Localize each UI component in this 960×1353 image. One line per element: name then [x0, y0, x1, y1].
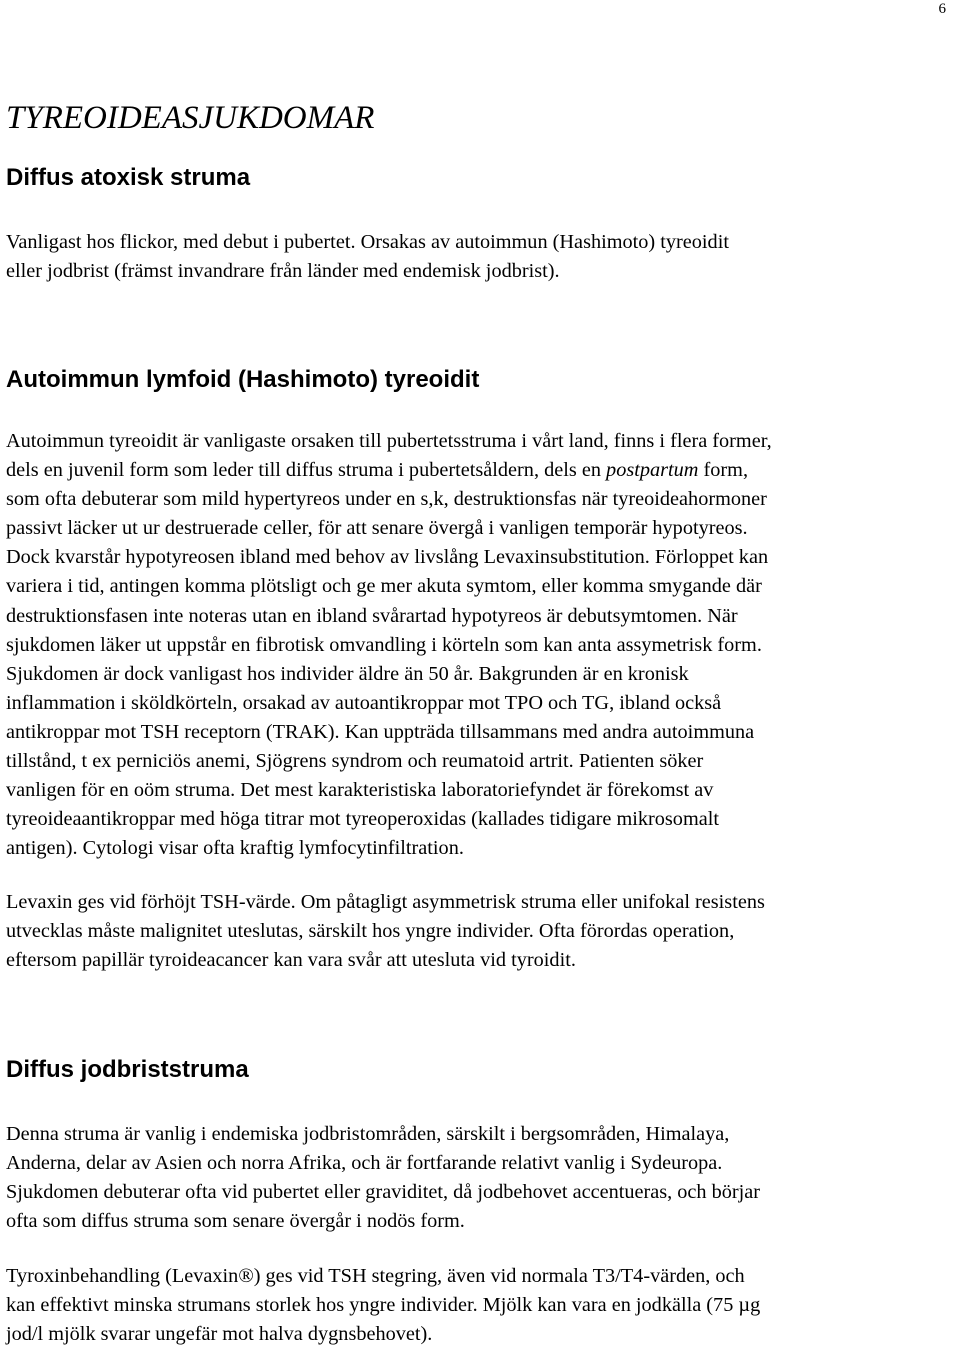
text-line: vanligen för en oöm struma. Det mest karakteristiska laboratoriefyndet är förekomst av [6, 779, 714, 802]
section-heading-hashimoto-tyreoidit: Autoimmun lymfoid (Hashimoto) tyreoidit [6, 366, 480, 393]
text-line: Autoimmun tyreoidit är vanligaste orsaken till pubertetsstruma i vårt land, finns i flera former, [6, 430, 772, 452]
text-line: destruktionsfasen inte noteras utan en ibland svårartad hypotyreos är debutsymtomen. När [6, 604, 738, 627]
text-segment: dels en juvenil form som leder till diffus struma i pubertetsåldern, dels en [6, 459, 607, 482]
text-line: utvecklas måste malignitet uteslutas, särskilt hos yngre individer. Ofta förordas operation, [6, 920, 735, 943]
section-heading-diffus-jodbriststruma: Diffus jodbriststruma [6, 1056, 249, 1083]
text-line: Tyroxinbehandling (Levaxin®) ges vid TSH stegring, även vid normala T3/T4-värden, och [6, 1265, 745, 1287]
text-line: Levaxin ges vid förhöjt TSH-värde. Om påtagligt asymmetrisk struma eller unifokal resistens [6, 891, 765, 913]
text-line: Dock kvarstår hypotyreosen ibland med behov av livslång Levaxinsubstitution. Förloppet kan [6, 546, 769, 569]
text-line: Sjukdomen är dock vanligast hos individer äldre än 50 år. Bakgrunden är en kronisk [6, 662, 689, 685]
text-line: som ofta debuterar som mild hypertyreos under en s,k, destruktionsfas när tyreoideahormoner [6, 488, 767, 511]
page-number: 6 [938, 1, 946, 17]
text-line: tillstånd, t ex perniciös anemi, Sjögrens syndrom och reumatoid artrit. Patienten söker [6, 750, 704, 773]
chapter-title: TYREOIDEASJUKDOMAR [6, 100, 375, 136]
text-line: antigen). Cytologi visar ofta kraftig lymfocytinfiltration. [6, 837, 464, 860]
text-line: eftersom papillär tyroideacancer kan vara svår att utesluta vid tyroidit. [6, 949, 576, 972]
text-line: passivt läcker ut ur destruerade celler, för att senare övergå i vanligen temporär hypotyreos. [6, 517, 748, 540]
text-line [6, 456, 956, 485]
text-line: Anderna, delar av Asien och norra Afrika, och är fortfarande relativt vanlig i Sydeuropa. [6, 1152, 723, 1175]
paragraph [6, 888, 956, 975]
text-line: Denna struma är vanlig i endemiska jodbristområden, särskilt i bergsområden, Himalaya, [6, 1123, 730, 1145]
paragraph [6, 228, 956, 286]
text-line: Sjukdomen debuterar ofta vid pubertet eller graviditet, då jodbehovet accentueras, och börjar [6, 1181, 761, 1204]
text-line: kan effektivt minska strumans storlek hos yngre individer. Mjölk kan vara en jodkälla (75 µg [6, 1294, 761, 1317]
text-line: inflammation i sköldkörteln, orsakad av autoantikroppar mot TPO och TG, ibland också [6, 691, 722, 714]
text-line: sjukdomen läker ut uppstår en fibrotisk omvandling i körteln som kan anta assymetrisk form. [6, 633, 762, 656]
text-line: Vanligast hos flickor, med debut i pubertet. Orsakas av autoimmun (Hashimoto) tyreoidit [6, 231, 729, 253]
text-line: tyreoideaantikroppar med höga titrar mot tyreoperoxidas (kallades tidigare mikrosomalt [6, 808, 719, 831]
paragraph [6, 1262, 956, 1349]
text-line: eller jodbrist (främst invandrare från länder med endemisk jodbrist). [6, 260, 560, 283]
italic-term: postpartum [606, 459, 699, 482]
text-line: ofta som diffus struma som senare övergår i nodös form. [6, 1210, 465, 1233]
text-line: antikroppar mot TSH receptorn (TRAK). Kan uppträda tillsammans med andra autoimmuna [6, 720, 755, 743]
paragraph [6, 1120, 956, 1236]
section-heading-diffus-atoxisk-struma: Diffus atoxisk struma [6, 164, 251, 191]
text-segment: form, [698, 459, 749, 482]
paragraph [6, 427, 956, 863]
text-line: variera i tid, antingen komma plötsligt och ge mer akuta symtom, eller komma smygande där [6, 575, 762, 598]
text-line: jod/l mjölk svarar ungefär mot halva dygnsbehovet). [6, 1323, 433, 1346]
